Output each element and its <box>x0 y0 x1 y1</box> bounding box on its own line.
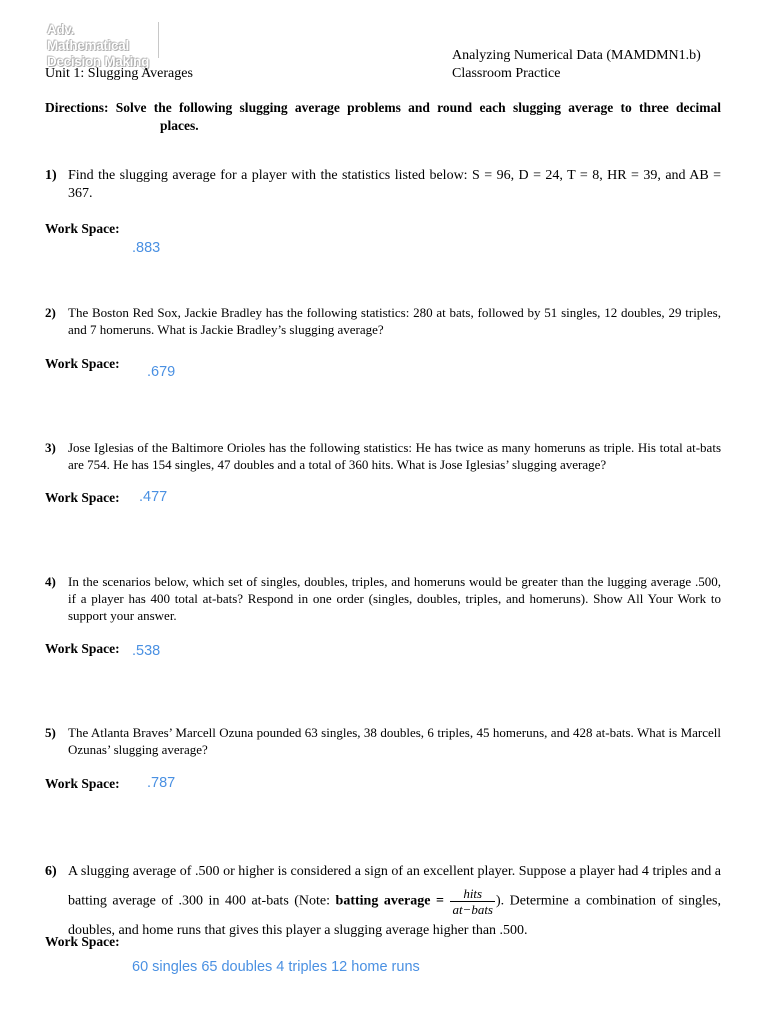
unit-title: Unit 1: Slugging Averages <box>45 66 193 81</box>
work-space-label: Work Space: <box>45 641 120 656</box>
work-space-label: Work Space: <box>45 934 120 949</box>
question-text: The Boston Red Sox, Jackie Bradley has the following statistics: 280 at bats, followed by 51 singles, 12 doubles, 29 triples, and 7 homeruns. What is Jackie Bradley’s slugging average? <box>68 305 721 337</box>
question-5 <box>45 724 721 758</box>
answer-2: .679 <box>147 364 176 380</box>
work-space-label: Work Space: <box>45 776 120 791</box>
question-number: 6) <box>45 864 57 879</box>
answer-6: 60 singles 65 doubles 4 triples 12 home runs <box>132 959 420 975</box>
directions-line-2: places. <box>160 118 199 133</box>
practice-label: Classroom Practice <box>452 66 561 81</box>
question-number: 2) <box>45 305 56 320</box>
question-2 <box>45 304 721 338</box>
question-6 <box>45 858 721 945</box>
answer-1: .883 <box>132 240 161 256</box>
question-number: 3) <box>45 440 56 455</box>
work-space-label: Work Space: <box>45 221 120 236</box>
question-number: 4) <box>45 574 56 589</box>
batting-average-label: batting average = <box>335 893 444 909</box>
work-space-label: Work Space: <box>45 490 120 505</box>
question-text: Jose Iglesias of the Baltimore Orioles has the following statistics: He has twice as many homeruns as triple. His total at-bats are 754. He has 154 singles, 47 doubles and a total of 360 hits. What is Jose Iglesias’ slugging average? <box>68 440 721 472</box>
question-text <box>68 858 721 945</box>
course-code: Analyzing Numerical Data (MAMDMN1.b) <box>452 48 701 63</box>
answer-5: .787 <box>147 775 176 791</box>
directions-line-1: Directions: Solve the following slugging average problems and round each slugging average to three decimal <box>45 100 721 115</box>
logo-divider <box>158 22 159 58</box>
answer-3: .477 <box>139 489 168 505</box>
question-text-part-2: ). Determine a combination of singles, doubles, and home runs that gives this player a slugging average higher than .500. <box>68 893 721 938</box>
question-text: The Atlanta Braves’ Marcell Ozuna pounded 63 singles, 38 doubles, 6 triples, 45 homeruns, and 428 at-bats. What is Marcell Ozunas’ slugging average? <box>68 725 721 757</box>
question-4 <box>45 573 721 624</box>
question-text: Find the slugging average for a player with the statistics listed below: S = 96, D = 24, T = 8, HR = 39, and AB = 367. <box>68 168 721 201</box>
fraction-numerator: hits <box>450 886 495 902</box>
logo-line-2: Decision Making <box>47 54 150 69</box>
answer-4: .538 <box>132 643 161 659</box>
fraction-denominator: at−bats <box>452 902 493 917</box>
batting-average-fraction <box>450 886 495 917</box>
directions <box>45 99 721 135</box>
question-number: 5) <box>45 725 56 740</box>
question-text: In the scenarios below, which set of singles, doubles, triples, and homeruns would be greater than the lugging average .500, if a player has 400 total at-bats? Respond in one order (singles, doubles, triples, and homeruns). Show All Your Work to support your answer. <box>68 574 721 623</box>
course-logo <box>47 22 159 69</box>
question-number: 1) <box>45 168 57 183</box>
question-text-part-1: A slugging average of .500 or higher is considered a sign of an excellent player. Suppose a player had 4 triples and a batting average of .300 in 400 at-bats (Note: <box>68 864 721 909</box>
work-space-label: Work Space: <box>45 356 120 371</box>
question-1 <box>45 167 721 203</box>
question-3 <box>45 439 721 473</box>
logo-line-1: Adv. Mathematical <box>47 22 129 53</box>
